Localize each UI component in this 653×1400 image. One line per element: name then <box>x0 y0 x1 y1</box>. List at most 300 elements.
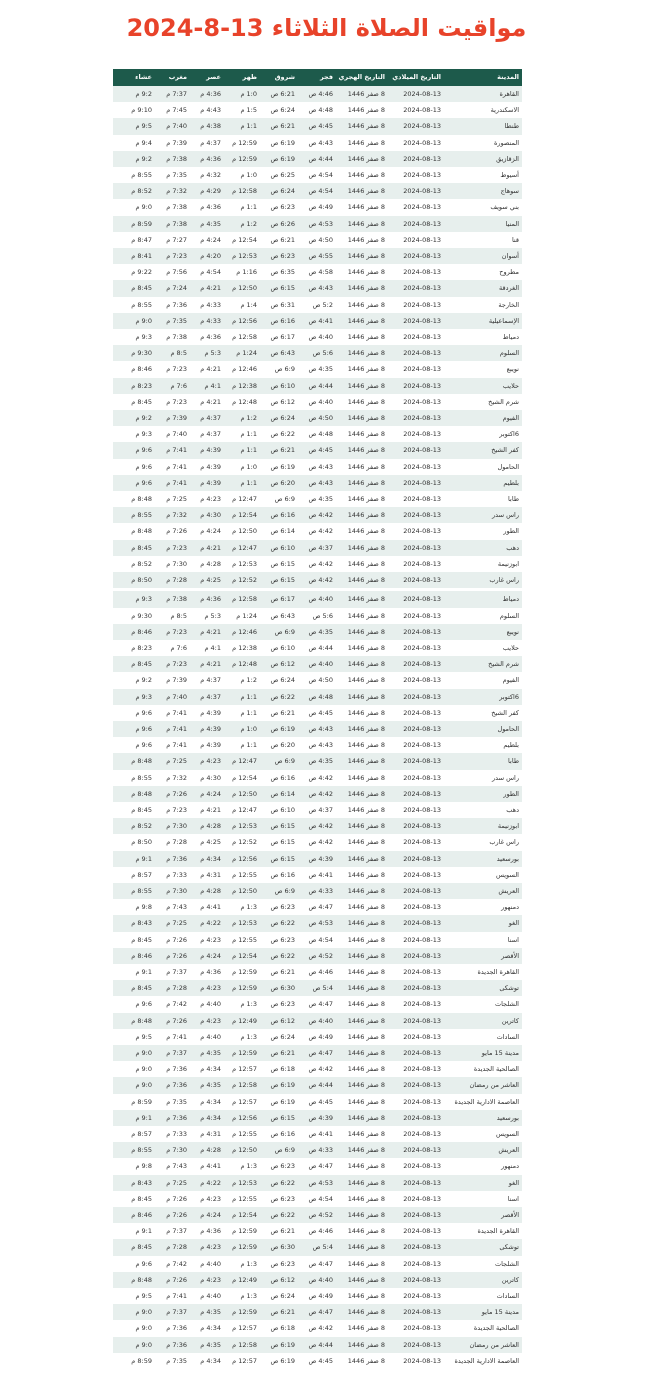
dhuhr-cell: 1:1 م <box>224 689 260 705</box>
prayer-times-table-continued <box>113 591 522 1369</box>
dhuhr-cell: 12:50 م <box>224 786 260 802</box>
hijri-date-cell: 8 صفر 1446 <box>336 1353 388 1369</box>
gregorian-date-cell: 2024-08-13 <box>388 556 444 572</box>
table-row <box>113 672 522 688</box>
maghrib-cell: 7:26 م <box>155 1191 190 1207</box>
hijri-date-cell: 8 صفر 1446 <box>336 329 388 345</box>
prayer-times-table <box>113 69 522 588</box>
gregorian-date-cell: 2024-08-13 <box>388 1207 444 1223</box>
gregorian-date-cell: 2024-08-13 <box>388 410 444 426</box>
city-cell: مدينة 15 مايو <box>444 1045 522 1061</box>
isha-cell: 9:6 م <box>113 459 155 475</box>
gregorian-date-cell: 2024-08-13 <box>388 1191 444 1207</box>
fajr-cell: 4:35 ص <box>298 753 336 769</box>
isha-cell: 9:0 م <box>113 313 155 329</box>
fajr-cell: 4:35 ص <box>298 361 336 377</box>
hijri-date-cell: 8 صفر 1446 <box>336 394 388 410</box>
fajr-cell: 4:37 ص <box>298 802 336 818</box>
city-cell: دمنهور <box>444 1158 522 1174</box>
dhuhr-cell: 1:5 م <box>224 102 260 118</box>
dhuhr-cell: 12:59 م <box>224 1045 260 1061</box>
dhuhr-cell: 12:48 م <box>224 656 260 672</box>
hijri-date-cell: 8 صفر 1446 <box>336 818 388 834</box>
maghrib-cell: 7:32 م <box>155 770 190 786</box>
maghrib-cell: 7:33 م <box>155 867 190 883</box>
isha-cell: 8:46 م <box>113 1207 155 1223</box>
fajr-cell: 4:33 ص <box>298 1142 336 1158</box>
fajr-cell: 4:47 ص <box>298 996 336 1012</box>
isha-cell: 8:46 م <box>113 948 155 964</box>
dhuhr-cell: 12:58 م <box>224 1337 260 1353</box>
maghrib-cell: 7:25 م <box>155 915 190 931</box>
sunrise-cell: 6:30 ص <box>260 980 298 996</box>
isha-cell: 8:45 م <box>113 932 155 948</box>
dhuhr-cell: 1:2 م <box>224 410 260 426</box>
city-cell: الغو <box>444 915 522 931</box>
city-cell: بورسعيد <box>444 851 522 867</box>
city-cell: ابوزنيمة <box>444 556 522 572</box>
dhuhr-cell: 12:57 م <box>224 1061 260 1077</box>
table-row <box>113 475 522 491</box>
isha-cell: 8:45 م <box>113 1239 155 1255</box>
hijri-date-cell: 8 صفر 1446 <box>336 980 388 996</box>
asr-cell: 4:39 م <box>190 442 224 458</box>
asr-cell: 4:29 م <box>190 183 224 199</box>
table-row <box>113 980 522 996</box>
dhuhr-cell: 1:0 م <box>224 459 260 475</box>
fajr-cell: 4:42 ص <box>298 572 336 588</box>
hijri-date-cell: 8 صفر 1446 <box>336 737 388 753</box>
table-row <box>113 1223 522 1239</box>
city-cell: العريش <box>444 883 522 899</box>
maghrib-cell: 7:37 م <box>155 1223 190 1239</box>
city-cell: اسنا <box>444 1191 522 1207</box>
dhuhr-cell: 1:1 م <box>224 426 260 442</box>
hijri-date-cell: 8 صفر 1446 <box>336 491 388 507</box>
table-row <box>113 640 522 656</box>
table-row <box>113 867 522 883</box>
hijri-date-cell: 8 صفر 1446 <box>336 1256 388 1272</box>
maghrib-cell: 7:41 م <box>155 737 190 753</box>
dhuhr-cell: 12:49 م <box>224 1272 260 1288</box>
dhuhr-cell: 12:55 م <box>224 867 260 883</box>
hijri-date-cell: 8 صفر 1446 <box>336 1288 388 1304</box>
fajr-cell: 4:40 ص <box>298 329 336 345</box>
isha-cell: 9:1 م <box>113 1223 155 1239</box>
isha-cell: 8:45 م <box>113 1191 155 1207</box>
dhuhr-cell: 12:54 م <box>224 1207 260 1223</box>
sunrise-cell: 6:17 ص <box>260 591 298 607</box>
isha-cell: 9:2 م <box>113 86 155 102</box>
dhuhr-cell: 1:3 م <box>224 899 260 915</box>
table-row <box>113 1045 522 1061</box>
dhuhr-cell: 12:59 م <box>224 1239 260 1255</box>
city-cell: اسنا <box>444 932 522 948</box>
maghrib-cell: 7:6 م <box>155 640 190 656</box>
gregorian-date-cell: 2024-08-13 <box>388 1337 444 1353</box>
isha-cell: 9:10 م <box>113 102 155 118</box>
city-cell: المنيا <box>444 216 522 232</box>
isha-cell: 9:1 م <box>113 964 155 980</box>
table-row <box>113 591 522 607</box>
maghrib-cell: 7:35 م <box>155 1094 190 1110</box>
dhuhr-cell: 1:24 م <box>224 608 260 624</box>
dhuhr-cell: 12:53 م <box>224 818 260 834</box>
asr-cell: 5:3 م <box>190 608 224 624</box>
table-row <box>113 410 522 426</box>
dhuhr-cell: 12:59 م <box>224 135 260 151</box>
fajr-cell: 4:40 ص <box>298 656 336 672</box>
hijri-date-cell: 8 صفر 1446 <box>336 475 388 491</box>
maghrib-cell: 7:25 م <box>155 491 190 507</box>
sunrise-cell: 6:12 ص <box>260 394 298 410</box>
maghrib-cell: 7:30 م <box>155 1142 190 1158</box>
table-row <box>113 297 522 313</box>
asr-cell: 4:33 م <box>190 313 224 329</box>
sunrise-cell: 6:23 ص <box>260 199 298 215</box>
sunrise-cell: 6:18 ص <box>260 1320 298 1336</box>
gregorian-date-cell: 2024-08-13 <box>388 378 444 394</box>
hijri-date-cell: 8 صفر 1446 <box>336 86 388 102</box>
asr-cell: 4:40 م <box>190 1256 224 1272</box>
header-fajr: فجر <box>298 69 336 86</box>
maghrib-cell: 7:39 م <box>155 672 190 688</box>
isha-cell: 8:52 م <box>113 818 155 834</box>
maghrib-cell: 7:41 م <box>155 442 190 458</box>
sunrise-cell: 6:21 ص <box>260 1304 298 1320</box>
dhuhr-cell: 12:47 م <box>224 540 260 556</box>
isha-cell: 8:52 م <box>113 183 155 199</box>
dhuhr-cell: 12:38 م <box>224 378 260 394</box>
asr-cell: 4:28 م <box>190 556 224 572</box>
maghrib-cell: 7:41 م <box>155 475 190 491</box>
gregorian-date-cell: 2024-08-13 <box>388 948 444 964</box>
city-cell: الشلجات <box>444 996 522 1012</box>
city-cell: دهب <box>444 802 522 818</box>
asr-cell: 4:36 م <box>190 86 224 102</box>
maghrib-cell: 7:26 م <box>155 786 190 802</box>
dhuhr-cell: 12:53 م <box>224 556 260 572</box>
fajr-cell: 4:49 ص <box>298 1288 336 1304</box>
fajr-cell: 4:43 ص <box>298 475 336 491</box>
table-body-section-1 <box>113 86 522 588</box>
sunrise-cell: 6:19 ص <box>260 721 298 737</box>
asr-cell: 4:24 م <box>190 786 224 802</box>
table-row <box>113 1353 522 1369</box>
fajr-cell: 5:6 ص <box>298 345 336 361</box>
fajr-cell: 4:42 ص <box>298 556 336 572</box>
fajr-cell: 4:44 ص <box>298 640 336 656</box>
hijri-date-cell: 8 صفر 1446 <box>336 523 388 539</box>
table-row <box>113 1094 522 1110</box>
table-row <box>113 1175 522 1191</box>
dhuhr-cell: 1:3 م <box>224 1288 260 1304</box>
asr-cell: 4:36 م <box>190 964 224 980</box>
dhuhr-cell: 12:47 م <box>224 753 260 769</box>
hijri-date-cell: 8 صفر 1446 <box>336 297 388 313</box>
hijri-date-cell: 8 صفر 1446 <box>336 426 388 442</box>
city-cell: أسيوط <box>444 167 522 183</box>
dhuhr-cell: 1:16 م <box>224 264 260 280</box>
asr-cell: 4:33 م <box>190 297 224 313</box>
gregorian-date-cell: 2024-08-13 <box>388 1256 444 1272</box>
asr-cell: 4:54 م <box>190 264 224 280</box>
gregorian-date-cell: 2024-08-13 <box>388 1288 444 1304</box>
city-cell: السلوم <box>444 608 522 624</box>
isha-cell: 9:6 م <box>113 475 155 491</box>
maghrib-cell: 7:23 م <box>155 361 190 377</box>
fajr-cell: 4:40 ص <box>298 1013 336 1029</box>
hijri-date-cell: 8 صفر 1446 <box>336 345 388 361</box>
isha-cell: 9:22 م <box>113 264 155 280</box>
dhuhr-cell: 12:56 م <box>224 1110 260 1126</box>
table-row <box>113 540 522 556</box>
table-row <box>113 689 522 705</box>
dhuhr-cell: 1:2 م <box>224 216 260 232</box>
city-cell: 6اكتوبر <box>444 689 522 705</box>
sunrise-cell: 6:19 ص <box>260 151 298 167</box>
asr-cell: 4:41 م <box>190 1158 224 1174</box>
isha-cell: 8:45 م <box>113 540 155 556</box>
sunrise-cell: 6:19 ص <box>260 1077 298 1093</box>
asr-cell: 4:34 م <box>190 1094 224 1110</box>
maghrib-cell: 7:42 م <box>155 1256 190 1272</box>
dhuhr-cell: 1:3 م <box>224 996 260 1012</box>
isha-cell: 9:5 م <box>113 118 155 134</box>
hijri-date-cell: 8 صفر 1446 <box>336 705 388 721</box>
hijri-date-cell: 8 صفر 1446 <box>336 932 388 948</box>
fajr-cell: 5:6 ص <box>298 608 336 624</box>
city-cell: حلايب <box>444 640 522 656</box>
sunrise-cell: 6:19 ص <box>260 1094 298 1110</box>
sunrise-cell: 6:43 ص <box>260 345 298 361</box>
isha-cell: 8:48 م <box>113 753 155 769</box>
maghrib-cell: 7:41 م <box>155 705 190 721</box>
asr-cell: 4:21 م <box>190 280 224 296</box>
fajr-cell: 4:33 ص <box>298 883 336 899</box>
fajr-cell: 4:44 ص <box>298 378 336 394</box>
fajr-cell: 4:45 ص <box>298 118 336 134</box>
asr-cell: 4:23 م <box>190 491 224 507</box>
table-row <box>113 361 522 377</box>
isha-cell: 8:41 م <box>113 248 155 264</box>
gregorian-date-cell: 2024-08-13 <box>388 1061 444 1077</box>
maghrib-cell: 7:25 م <box>155 1175 190 1191</box>
city-cell: توشكى <box>444 1239 522 1255</box>
isha-cell: 9:0 م <box>113 1045 155 1061</box>
fajr-cell: 4:53 ص <box>298 216 336 232</box>
hijri-date-cell: 8 صفر 1446 <box>336 1110 388 1126</box>
table-row <box>113 1110 522 1126</box>
maghrib-cell: 7:27 م <box>155 232 190 248</box>
fajr-cell: 4:45 ص <box>298 1094 336 1110</box>
gregorian-date-cell: 2024-08-13 <box>388 883 444 899</box>
sunrise-cell: 6:35 ص <box>260 264 298 280</box>
hijri-date-cell: 8 صفر 1446 <box>336 689 388 705</box>
gregorian-date-cell: 2024-08-13 <box>388 523 444 539</box>
asr-cell: 4:24 م <box>190 1207 224 1223</box>
table-row <box>113 459 522 475</box>
sunrise-cell: 6:17 ص <box>260 329 298 345</box>
maghrib-cell: 7:41 م <box>155 459 190 475</box>
dhuhr-cell: 12:46 م <box>224 624 260 640</box>
dhuhr-cell: 12:50 م <box>224 1142 260 1158</box>
isha-cell: 8:48 م <box>113 1272 155 1288</box>
fajr-cell: 4:45 ص <box>298 705 336 721</box>
dhuhr-cell: 1:4 م <box>224 297 260 313</box>
asr-cell: 4:24 م <box>190 232 224 248</box>
maghrib-cell: 8:5 م <box>155 345 190 361</box>
sunrise-cell: 6:16 ص <box>260 507 298 523</box>
maghrib-cell: 7:25 م <box>155 753 190 769</box>
isha-cell: 8:59 م <box>113 1094 155 1110</box>
city-cell: حلايب <box>444 378 522 394</box>
city-cell: بورسعيد <box>444 1110 522 1126</box>
asr-cell: 4:31 م <box>190 1126 224 1142</box>
isha-cell: 9:0 م <box>113 199 155 215</box>
dhuhr-cell: 12:46 م <box>224 361 260 377</box>
table-row <box>113 442 522 458</box>
gregorian-date-cell: 2024-08-13 <box>388 899 444 915</box>
sunrise-cell: 6:9 ص <box>260 491 298 507</box>
gregorian-date-cell: 2024-08-13 <box>388 915 444 931</box>
gregorian-date-cell: 2024-08-13 <box>388 608 444 624</box>
gregorian-date-cell: 2024-08-13 <box>388 280 444 296</box>
isha-cell: 9:0 م <box>113 1304 155 1320</box>
asr-cell: 4:40 م <box>190 1288 224 1304</box>
dhuhr-cell: 12:55 م <box>224 932 260 948</box>
city-cell: الأقصر <box>444 1207 522 1223</box>
table-row <box>113 248 522 264</box>
maghrib-cell: 7:36 م <box>155 1337 190 1353</box>
hijri-date-cell: 8 صفر 1446 <box>336 721 388 737</box>
hijri-date-cell: 8 صفر 1446 <box>336 199 388 215</box>
dhuhr-cell: 12:57 م <box>224 1353 260 1369</box>
city-cell: أسوان <box>444 248 522 264</box>
asr-cell: 4:23 م <box>190 980 224 996</box>
city-cell: راس سدر <box>444 507 522 523</box>
gregorian-date-cell: 2024-08-13 <box>388 672 444 688</box>
sunrise-cell: 6:26 ص <box>260 216 298 232</box>
maghrib-cell: 7:41 م <box>155 721 190 737</box>
table-row <box>113 883 522 899</box>
dhuhr-cell: 12:49 م <box>224 1013 260 1029</box>
isha-cell: 9:6 م <box>113 705 155 721</box>
maghrib-cell: 7:36 م <box>155 1061 190 1077</box>
gregorian-date-cell: 2024-08-13 <box>388 689 444 705</box>
asr-cell: 4:32 م <box>190 167 224 183</box>
table-row <box>113 1256 522 1272</box>
asr-cell: 4:39 م <box>190 737 224 753</box>
hijri-date-cell: 8 صفر 1446 <box>336 118 388 134</box>
asr-cell: 4:39 م <box>190 475 224 491</box>
city-cell: العاصمة الادارية الجديدة <box>444 1353 522 1369</box>
asr-cell: 4:21 م <box>190 656 224 672</box>
dhuhr-cell: 12:57 م <box>224 1094 260 1110</box>
fajr-cell: 4:42 ص <box>298 1061 336 1077</box>
table-row <box>113 851 522 867</box>
dhuhr-cell: 1:1 م <box>224 475 260 491</box>
gregorian-date-cell: 2024-08-13 <box>388 345 444 361</box>
asr-cell: 4:34 م <box>190 851 224 867</box>
city-cell: طابا <box>444 491 522 507</box>
maghrib-cell: 7:41 م <box>155 1029 190 1045</box>
isha-cell: 8:55 م <box>113 507 155 523</box>
maghrib-cell: 7:26 م <box>155 1272 190 1288</box>
asr-cell: 4:37 م <box>190 689 224 705</box>
maghrib-cell: 7:30 م <box>155 883 190 899</box>
asr-cell: 4:35 م <box>190 1045 224 1061</box>
sunrise-cell: 6:12 ص <box>260 1013 298 1029</box>
asr-cell: 4:35 م <box>190 216 224 232</box>
sunrise-cell: 6:23 ص <box>260 1191 298 1207</box>
gregorian-date-cell: 2024-08-13 <box>388 1077 444 1093</box>
maghrib-cell: 7:37 م <box>155 1045 190 1061</box>
isha-cell: 9:0 م <box>113 1077 155 1093</box>
maghrib-cell: 7:30 م <box>155 818 190 834</box>
fajr-cell: 4:43 ص <box>298 135 336 151</box>
isha-cell: 9:6 م <box>113 996 155 1012</box>
hijri-date-cell: 8 صفر 1446 <box>336 1029 388 1045</box>
dhuhr-cell: 12:58 م <box>224 1077 260 1093</box>
isha-cell: 9:5 م <box>113 1288 155 1304</box>
sunrise-cell: 6:23 ص <box>260 996 298 1012</box>
dhuhr-cell: 12:50 م <box>224 523 260 539</box>
hijri-date-cell: 8 صفر 1446 <box>336 1272 388 1288</box>
fajr-cell: 4:46 ص <box>298 86 336 102</box>
fajr-cell: 4:47 ص <box>298 1158 336 1174</box>
isha-cell: 9:6 م <box>113 442 155 458</box>
hijri-date-cell: 8 صفر 1446 <box>336 1077 388 1093</box>
maghrib-cell: 7:43 م <box>155 899 190 915</box>
dhuhr-cell: 1:1 م <box>224 199 260 215</box>
asr-cell: 4:36 م <box>190 151 224 167</box>
hijri-date-cell: 8 صفر 1446 <box>336 996 388 1012</box>
sunrise-cell: 6:12 ص <box>260 1272 298 1288</box>
table-row <box>113 1239 522 1255</box>
gregorian-date-cell: 2024-08-13 <box>388 361 444 377</box>
maghrib-cell: 7:26 م <box>155 948 190 964</box>
fajr-cell: 4:42 ص <box>298 1320 336 1336</box>
fajr-cell: 4:53 ص <box>298 1175 336 1191</box>
gregorian-date-cell: 2024-08-13 <box>388 297 444 313</box>
asr-cell: 4:36 م <box>190 199 224 215</box>
dhuhr-cell: 12:52 م <box>224 572 260 588</box>
city-cell: توشكى <box>444 980 522 996</box>
dhuhr-cell: 12:54 م <box>224 948 260 964</box>
hijri-date-cell: 8 صفر 1446 <box>336 964 388 980</box>
fajr-cell: 4:58 ص <box>298 264 336 280</box>
gregorian-date-cell: 2024-08-13 <box>388 475 444 491</box>
gregorian-date-cell: 2024-08-13 <box>388 102 444 118</box>
maghrib-cell: 7:38 م <box>155 151 190 167</box>
table-row <box>113 656 522 672</box>
table-row <box>113 216 522 232</box>
maghrib-cell: 7:40 م <box>155 426 190 442</box>
maghrib-cell: 7:23 م <box>155 248 190 264</box>
hijri-date-cell: 8 صفر 1446 <box>336 378 388 394</box>
fajr-cell: 4:47 ص <box>298 1045 336 1061</box>
sunrise-cell: 6:24 ص <box>260 1029 298 1045</box>
maghrib-cell: 7:42 م <box>155 996 190 1012</box>
asr-cell: 4:20 م <box>190 248 224 264</box>
gregorian-date-cell: 2024-08-13 <box>388 932 444 948</box>
sunrise-cell: 6:9 ص <box>260 624 298 640</box>
isha-cell: 9:4 م <box>113 135 155 151</box>
asr-cell: 4:21 م <box>190 624 224 640</box>
city-cell: القاهرة الجديدة <box>444 964 522 980</box>
dhuhr-cell: 12:54 م <box>224 232 260 248</box>
